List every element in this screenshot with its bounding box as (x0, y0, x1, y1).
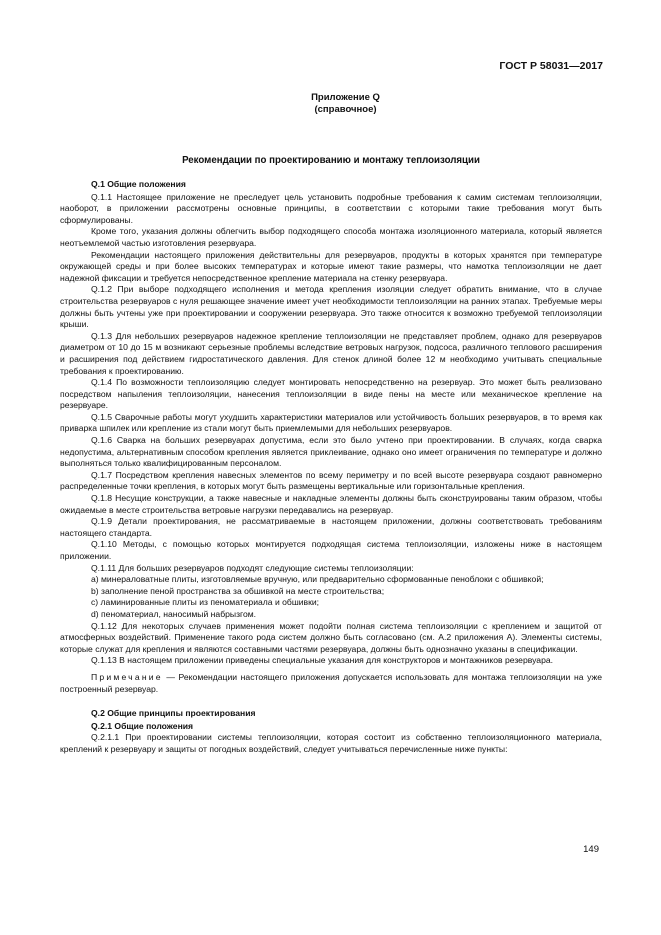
paragraph: Рекомендации настоящего приложения действительны для резервуаров, продукты в которых хранятся при температуре окружающей среды и при более высоких температурах и которые имеют такие размеры, что намотка теплоизоляции не дает надежной фиксации и требуется непосредственное крепление материала на стенку резервуара. (60, 249, 602, 283)
paragraph: Q.1.12 Для некоторых случаев применения может подойти полная система теплоизоляции с креплением и защитой от атмосферных воздействий. Применение такого рода систем должно быть согласовано (см. А.2 приложения А). Элементы системы, которые служат для крепления и являются составными частями резервуара, должны быть однозначно указаны в спецификации. (60, 620, 602, 654)
paragraph: Q.1.10 Методы, с помощью которых монтируется подходящая система теплоизоляции, изложены ниже в настоящем приложении. (60, 539, 602, 561)
list-item: b) заполнение пеной пространства за обшивкой на месте строительства; (91, 585, 385, 596)
paragraph: Q.1.5 Сварочные работы могут ухудшить характеристики материалов или устойчивость больших резервуаров, в то время как приварка шпилек или крепление из стали могут быть приемлемыми для небольших резервуаров. (60, 411, 602, 434)
paragraph: Q.1.1 Настоящее приложение не преследует цель установить подробные требования к самим системам теплоизоляции, наоборот, в приложении рассмотрены основные принципы, в соответствии с которыми такие требования могут быть сформулированы. (60, 191, 602, 225)
note-text: — Рекомендации настоящего приложения допускается использовать для монтажа теплоизоляции на уже построенный резервуар. (60, 671, 602, 694)
annex-kind: (справочное) (314, 104, 377, 115)
paragraph: Кроме того, указания должны облегчить выбор подходящего способа монтажа изоляционного материала, который является неотъемлемой частью изготовления резервуара. (60, 226, 602, 248)
paragraph: Q.2.1.1 При проектировании системы теплоизоляции, которая состоит из собственно теплоизоляционного материала, креплений к резервуару и защиты от погодных воздействий, следует учитываться перечисленные ниже пункты: (60, 732, 602, 754)
paragraph: Q.1.2 При выборе подходящего исполнения и метода крепления изоляции следует обратить внимание, что в случае строительства резервуаров с нуля решающее значение имеет учет необходимости теплоизоляции на ранних этапах. Требуемые меры должны быть учтены уже при проектировании и сооружении резервуара. Это также относится к возможно требуемой теплоизоляции крыши. (60, 284, 602, 330)
paragraph: Q.1.6 Сварка на больших резервуарах допустима, если это было учтено при проектировании. В случаях, когда сварка недопустима, альтернативным способом крепления является приклеивание, однако оно имеет ограничения по температуре и должно выполняться только квалифицированным персоналом. (60, 435, 602, 469)
subsection-heading: Q.2.1 Общие положения (91, 720, 194, 731)
list-item: c) ламинированные плиты из пеноматериала и обшивки; (91, 597, 320, 608)
annex-heading (0, 92, 661, 116)
section-1-heading: Q.1 Общие положения (91, 179, 186, 189)
standard-header: ГОСТ Р 58031—2017 (499, 60, 603, 72)
annex-title: Приложение Q (311, 92, 380, 103)
paragraph: Q.1.8 Несущие конструкции, а также навесные и накладные элементы должны быть сконструированы таким образом, чтобы ожидаемые в месте строительства ветровые нагрузки передавались на резервуар. (60, 493, 602, 515)
document-body (60, 179, 602, 756)
list-item: d) пеноматериал, наносимый набрызгом. (91, 608, 257, 619)
main-title: Рекомендации по проектированию и монтажу теплоизоляции (182, 155, 480, 166)
section-2-heading: Q.2 Общие принципы проектирования (91, 708, 256, 719)
paragraph: Q.1.13 В настоящем приложении приведены специальные указания для конструкторов и монтажников резервуара. (91, 655, 554, 666)
note (60, 672, 602, 695)
paragraph: Q.1.4 По возможности теплоизоляцию следует монтировать непосредственно на резервуар. Это может быть реализовано посредством напыления теплоизоляции, нанесения теплоизоляции в виде пены на месте или механическое крепление на резервуаре. (60, 377, 602, 411)
page-number: 149 (583, 844, 599, 855)
paragraph: Q.1.11 Для больших резервуаров подходят следующие системы теплоизоляции: (91, 562, 414, 573)
paragraph: Q.1.9 Детали проектирования, не рассматриваемые в настоящем приложении, должны соответствовать требованиям настоящего стандарта. (60, 516, 602, 538)
paragraph: Q.1.3 Для небольших резервуаров надежное крепление теплоизоляции не представляет проблем, однако для резервуаров диаметром от 10 до 15 м возникают серьезные проблемы вследствие ветровых нагрузок, подсоса, различного теплового расширения и расширения под действием гидростатического давления. Для стенок длиной более 12 м необходимо учитывать специальные требования к проектированию. (60, 330, 602, 376)
list-item: a) минераловатные плиты, изготовляемые вручную, или предварительно сформованные пеноблоки с обшивкой; (91, 574, 544, 585)
paragraph: Q.1.7 Посредством крепления навесных элементов по всему периметру и по всей высоте резервуара создают равномерно распределенные точки крепления, в которых могут быть размещены вертикальные или горизонтальные крепления. (60, 469, 602, 492)
note-label: Примечание (91, 671, 163, 682)
